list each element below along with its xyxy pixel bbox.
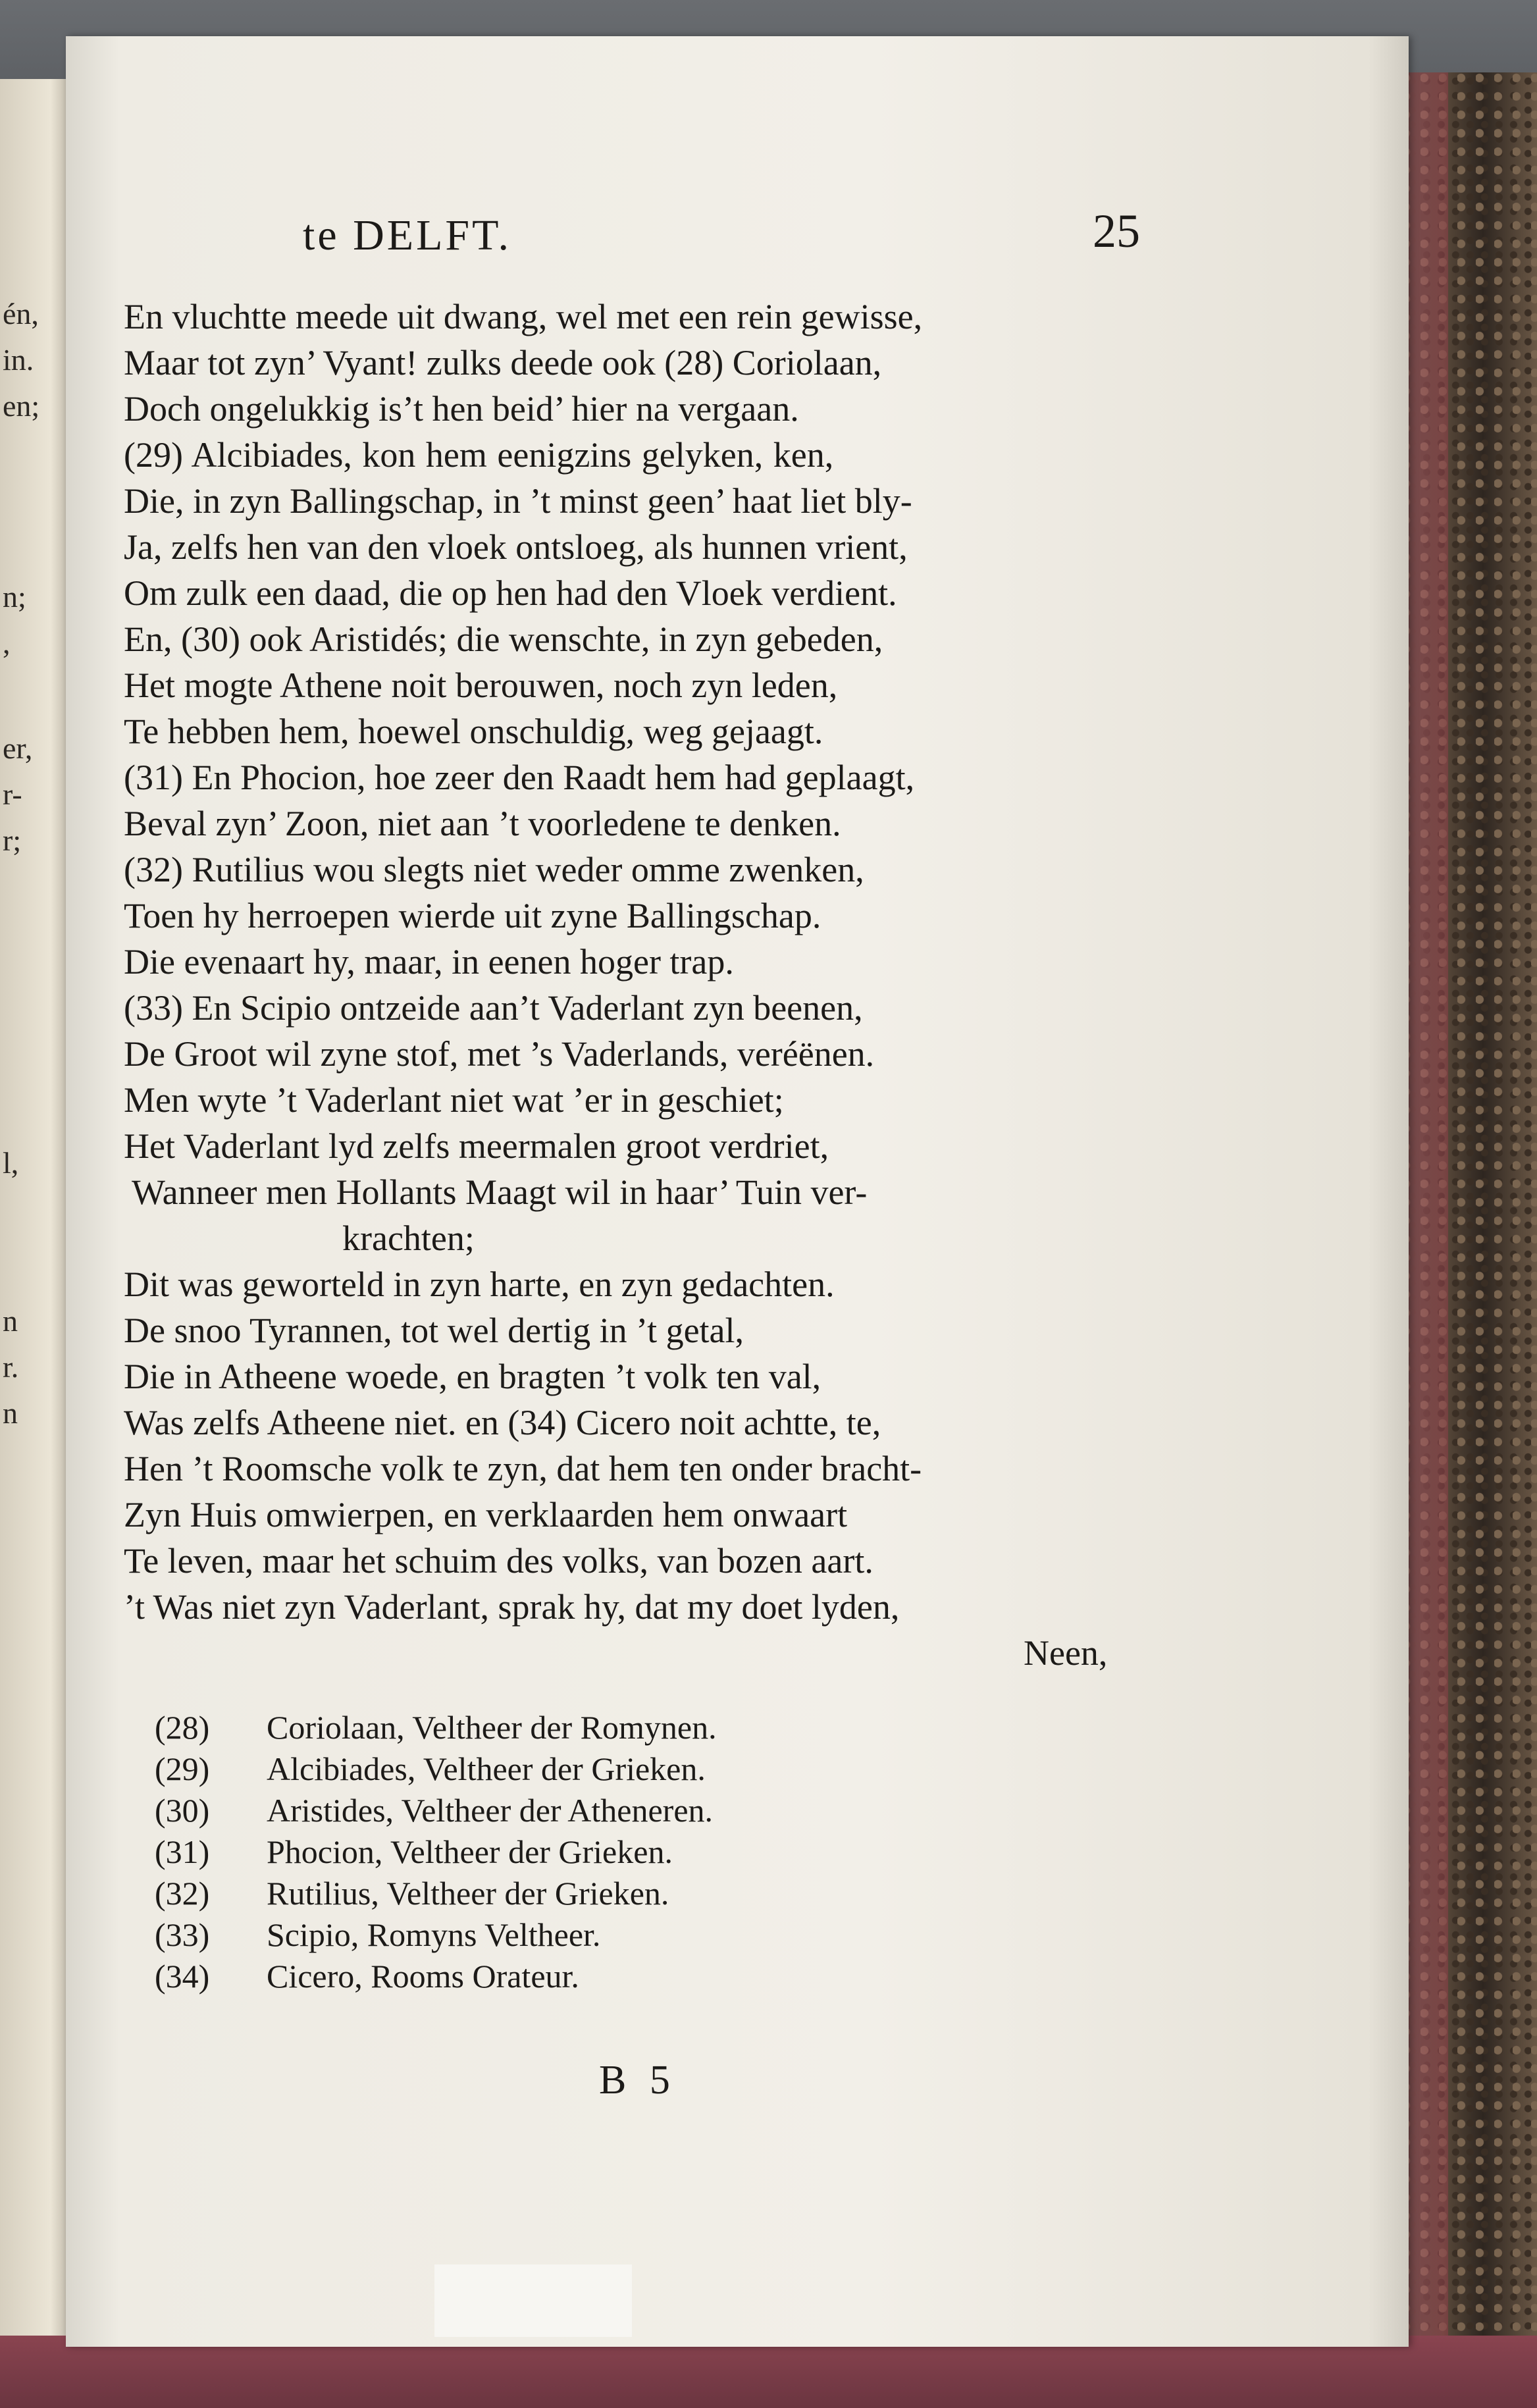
footnote — [155, 1791, 713, 1829]
footnote — [155, 1957, 579, 1995]
verse-line: En, (30) ook Aristidés; die wenschte, in zyn gebeden, — [124, 619, 883, 659]
verse-line: (31) En Phocion, hoe zeer den Raadt hem had geplaagt, — [124, 758, 915, 797]
verse-line: En vluchtte meede uit dwang, wel met een rein gewisse, — [124, 297, 923, 336]
verse-line: Was zelfs Atheene niet. en (34) Cicero noit achtte, te, — [124, 1403, 881, 1442]
footnote — [155, 1750, 706, 1788]
footnote-text: Cicero, Rooms Orateur. — [267, 1958, 579, 1995]
verse-line: Wanneer men Hollants Maagt wil in haar’ Tuin ver- — [132, 1172, 868, 1212]
footnote-number: (28) — [155, 1709, 210, 1746]
verse-line: Te hebben hem, hoewel onschuldig, weg gejaagt. — [124, 712, 823, 751]
verse-line: Dit was geworteld in zyn harte, en zyn gedachten. — [124, 1265, 835, 1304]
left-fragment: r. — [3, 1350, 19, 1384]
footnote-text: Phocion, Veltheer der Grieken. — [267, 1833, 673, 1870]
verse-line: De Groot wil zyne stof, met ’s Vaderlands, veréënen. — [124, 1034, 875, 1074]
footnote — [155, 1916, 600, 1954]
left-fragment: in. — [3, 343, 34, 377]
running-header: te DELFT. — [303, 211, 512, 259]
verse-line: (33) En Scipio ontzeide aan’t Vaderlant zyn beenen, — [124, 988, 863, 1028]
footnote-number: (34) — [155, 1958, 210, 1995]
verse-line: Beval zyn’ Zoon, niet aan ’t voorledene te denken. — [124, 804, 841, 843]
left-page-edge — [0, 79, 72, 2370]
left-fragment: l, — [3, 1146, 19, 1180]
verse-line: Die evenaart hy, maar, in eenen hoger trap. — [124, 942, 734, 982]
catchword: Neen, — [1024, 1633, 1108, 1673]
footnote-text: Alcibiades, Veltheer der Grieken. — [267, 1750, 706, 1787]
verse-line: Te leven, maar het schuim des volks, van bozen aart. — [124, 1541, 873, 1581]
page-text — [66, 36, 1409, 2347]
footnote — [155, 1874, 669, 1912]
footnote-text: Coriolaan, Veltheer der Romynen. — [267, 1709, 717, 1746]
footnote-number: (32) — [155, 1875, 210, 1912]
verse-line: Die, in zyn Ballingschap, in ’t minst geen’ haat liet bly- — [124, 481, 912, 521]
footnote-text: Aristides, Veltheer der Atheneren. — [267, 1792, 714, 1829]
verse-line: Maar tot zyn’ Vyant! zulks deede ook (28) Coriolaan, — [124, 343, 882, 382]
verse-line: ’t Was niet zyn Vaderlant, sprak hy, dat my doet lyden, — [124, 1587, 900, 1627]
verse-line: (29) Alcibiades, kon hem eenigzins gelyken, ken, — [124, 435, 834, 475]
left-fragment: n; — [3, 580, 26, 614]
page-number: 25 — [1093, 205, 1140, 257]
left-fragment: , — [3, 626, 11, 660]
library-label-patch — [434, 2264, 632, 2337]
footnote-number: (33) — [155, 1916, 210, 1953]
verse-line: Het Vaderlant lyd zelfs meermalen groot verdriet, — [124, 1126, 829, 1166]
footnote — [155, 1708, 717, 1746]
verse-line: (32) Rutilius wou slegts niet weder omme zwenken, — [124, 850, 864, 889]
footnote — [155, 1833, 673, 1871]
verse-line: Om zulk een daad, die op hen had den Vloek verdient. — [124, 573, 897, 613]
verse-line: Het mogte Athene noit berouwen, noch zyn leden, — [124, 666, 838, 705]
verse-line: Hen ’t Roomsche volk te zyn, dat hem ten onder bracht- — [124, 1449, 922, 1488]
verse-line: Doch ongelukkig is’t hen beid’ hier na vergaan. — [124, 389, 799, 429]
left-fragment: r- — [3, 777, 22, 811]
left-fragment: en; — [3, 389, 40, 423]
footnote-number: (29) — [155, 1750, 210, 1787]
left-fragment: er, — [3, 731, 33, 765]
verse-line: De snoo Tyrannen, tot wel dertig in ’t getal, — [124, 1311, 744, 1350]
verse-line: Men wyte ’t Vaderlant niet wat ’er in geschiet; — [124, 1080, 784, 1120]
verse-line: krachten; — [342, 1218, 475, 1258]
left-fragment: n — [3, 1396, 18, 1430]
verse-line: Toen hy herroepen wierde uit zyne Ballingschap. — [124, 896, 821, 935]
left-fragment: én, — [3, 297, 39, 330]
cover-edge — [1402, 72, 1448, 2408]
verse-line: Ja, zelfs hen van den vloek ontsloeg, als hunnen vrient, — [124, 527, 908, 567]
signature-mark: B 5 — [599, 2058, 677, 2103]
footnote-number: (30) — [155, 1792, 210, 1829]
footnote-text: Rutilius, Veltheer der Grieken. — [267, 1875, 669, 1912]
left-fragment: n — [3, 1304, 18, 1338]
verse-line: Zyn Huis omwierpen, en verklaarden hem onwaart — [124, 1495, 848, 1534]
footnote-text: Scipio, Romyns Veltheer. — [267, 1916, 601, 1953]
left-fragment: r; — [3, 824, 22, 857]
book-page — [66, 36, 1409, 2347]
verse-line: Die in Atheene woede, en bragten ’t volk ten val, — [124, 1357, 821, 1396]
footnote-number: (31) — [155, 1833, 210, 1870]
